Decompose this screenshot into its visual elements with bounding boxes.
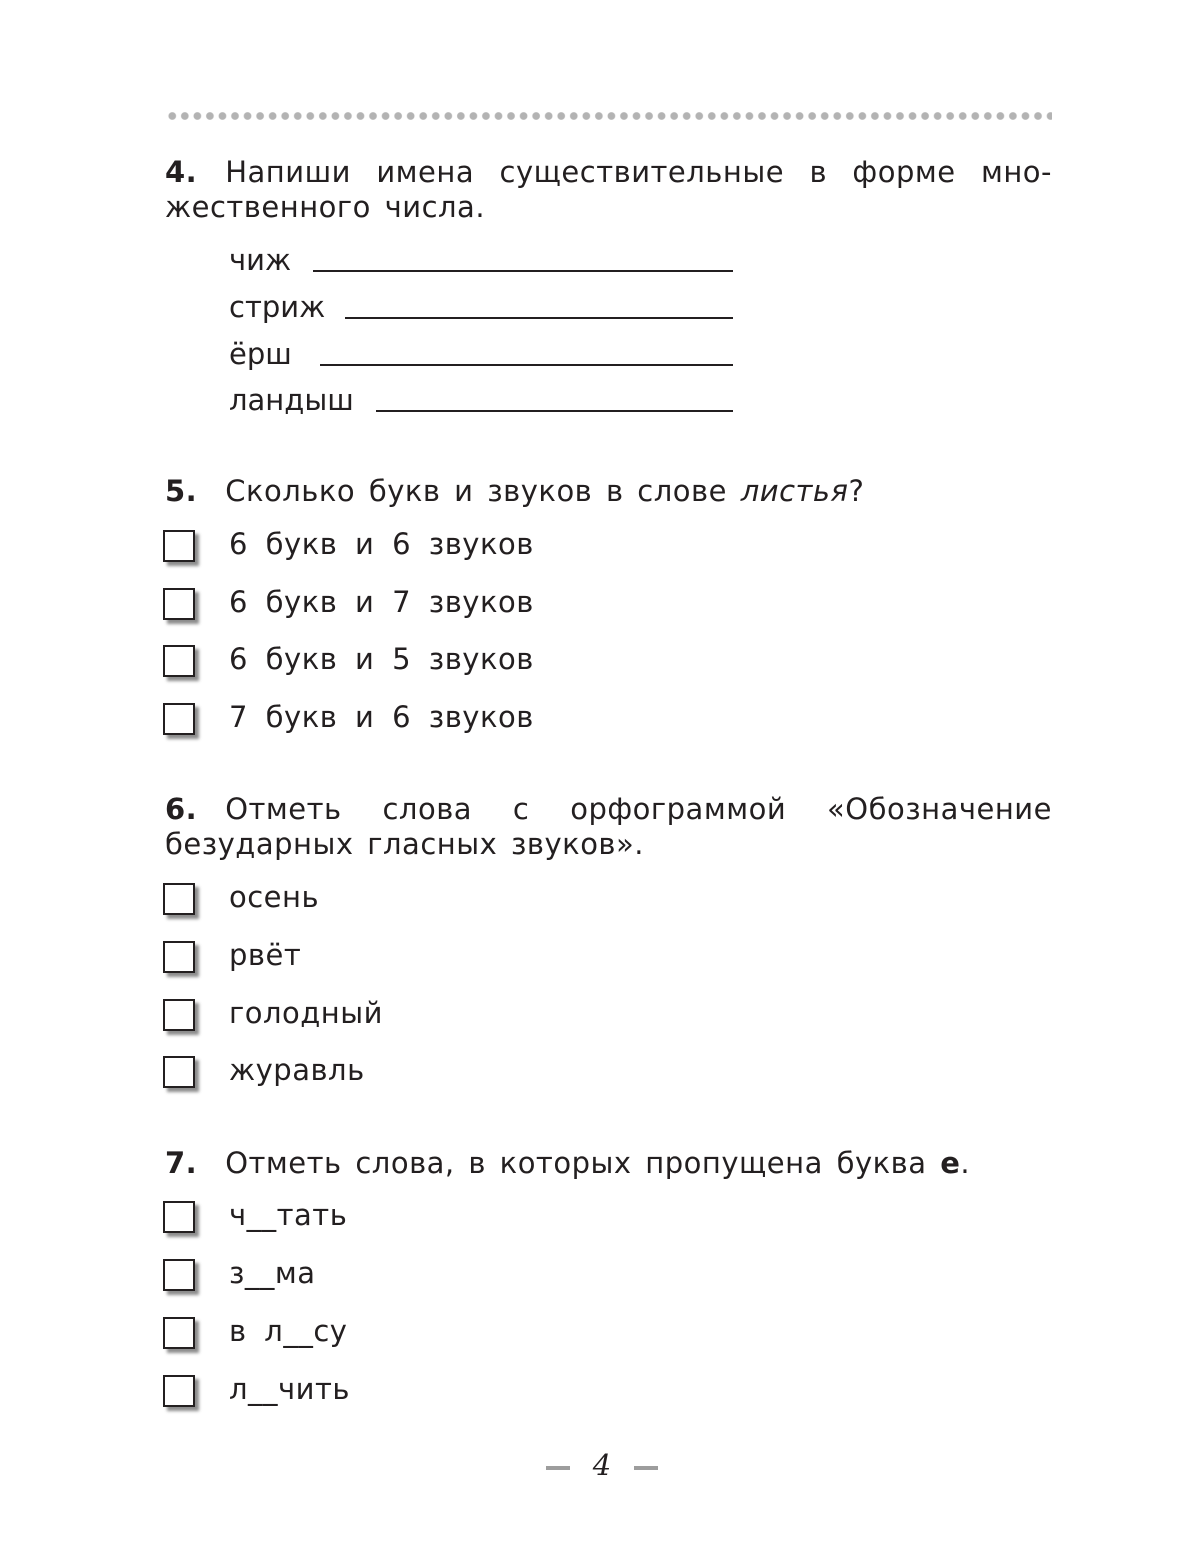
task-6	[165, 792, 1052, 862]
task-4	[165, 155, 1052, 225]
option-label: журавль	[229, 1053, 365, 1087]
checkbox[interactable]	[163, 1201, 195, 1233]
answer-line[interactable]	[345, 317, 733, 319]
option-label: 7 букв и 6 звуков	[229, 700, 534, 734]
task-5-question: 5. Сколько букв и звуков в слове листья?	[165, 474, 865, 508]
option-label: осень	[229, 880, 320, 914]
task-7-question: 7. Отметь слова, в которых пропущена буква е.	[165, 1146, 971, 1180]
answer-word: ландыш	[229, 383, 354, 417]
task-5-number: 5.	[165, 474, 198, 508]
checkbox[interactable]	[163, 588, 195, 620]
checkbox[interactable]	[163, 999, 195, 1031]
dotted-divider	[166, 111, 1052, 121]
answer-row-4	[229, 383, 734, 423]
checkbox[interactable]	[163, 1056, 195, 1088]
page-number-dash-right	[634, 1466, 658, 1470]
answer-word: стриж	[229, 290, 326, 324]
page-number: 4	[592, 1448, 612, 1482]
answer-word: чиж	[229, 243, 292, 277]
answer-word: ёрш	[229, 337, 292, 371]
answer-row-1	[229, 243, 734, 283]
checkbox[interactable]	[163, 1259, 195, 1291]
option-label: рвёт	[229, 938, 302, 972]
task-4-question-line2: жественного числа.	[165, 190, 486, 224]
option-label: голодный	[229, 996, 384, 1030]
task-7-letter: е	[940, 1146, 961, 1180]
checkbox[interactable]	[163, 645, 195, 677]
checkbox[interactable]	[163, 530, 195, 562]
task-7-number: 7.	[165, 1146, 198, 1180]
task-6-question-line2: безударных гласных звуков».	[165, 827, 644, 861]
task-4-question-line1: 4. Напиши имена существительные в форме мно-	[165, 155, 1052, 189]
option-label: 6 букв и 7 звуков	[229, 585, 534, 619]
checkbox[interactable]	[163, 941, 195, 973]
task-6-number: 6.	[165, 792, 198, 826]
task-5	[165, 474, 1052, 509]
option-label: в л__су	[229, 1314, 348, 1348]
answer-line[interactable]	[313, 270, 733, 272]
answer-row-2	[229, 290, 734, 330]
answer-line[interactable]	[320, 364, 733, 366]
answer-row-3	[229, 337, 734, 377]
checkbox[interactable]	[163, 1375, 195, 1407]
checkbox[interactable]	[163, 883, 195, 915]
option-label: 6 букв и 5 звуков	[229, 642, 534, 676]
checkbox[interactable]	[163, 703, 195, 735]
answer-line[interactable]	[376, 410, 733, 412]
option-label: ч__тать	[229, 1198, 348, 1232]
task-5-word: листья	[740, 474, 849, 508]
task-4-number: 4.	[165, 155, 198, 189]
task-7	[165, 1146, 1052, 1181]
option-label: л__чить	[229, 1372, 351, 1406]
checkbox[interactable]	[163, 1317, 195, 1349]
task-6-question-line1: 6. Отметь слова с орфограммой «Обозначение	[165, 792, 1052, 826]
option-label: 6 букв и 6 звуков	[229, 527, 534, 561]
option-label: з__ма	[229, 1256, 316, 1290]
